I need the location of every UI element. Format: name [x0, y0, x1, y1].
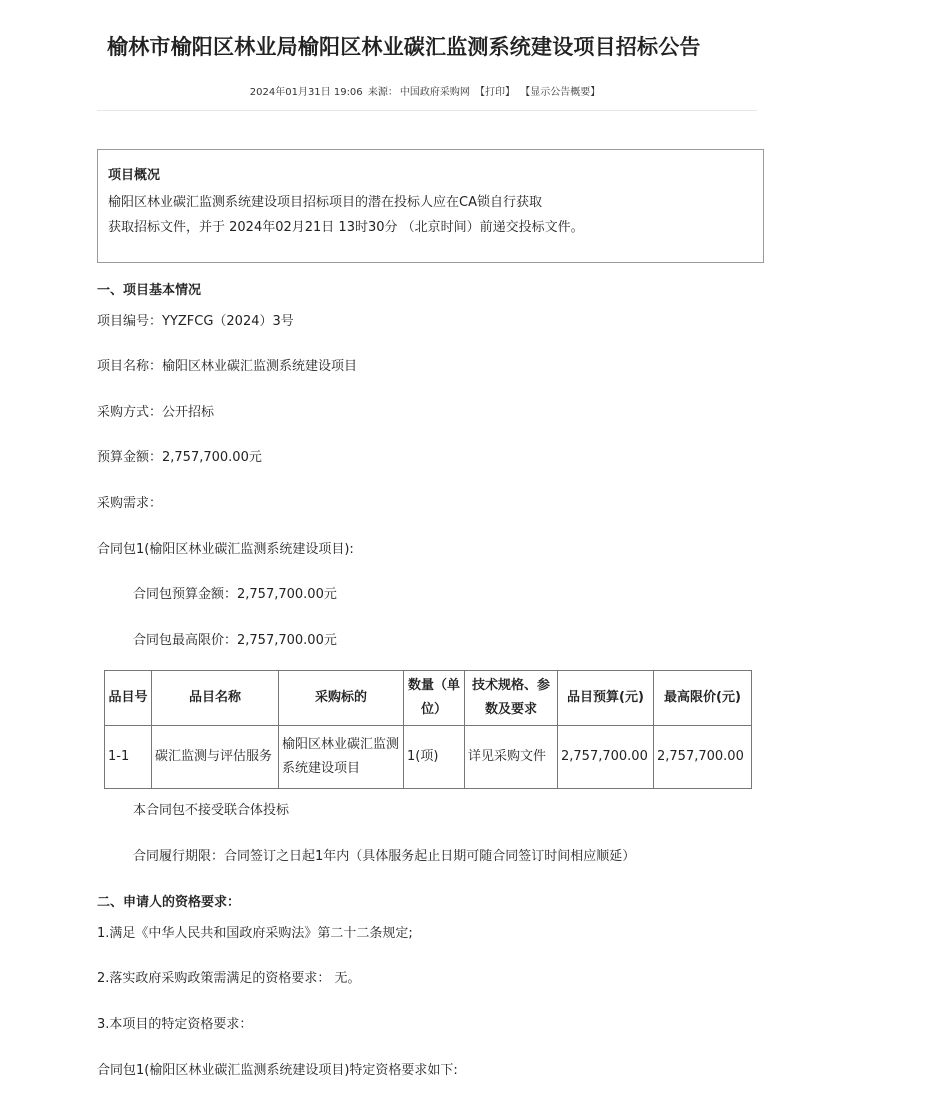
overview-title: 项目概况 [108, 168, 161, 183]
table-cell: 1(项) [404, 726, 465, 789]
page-title: 榆林市榆阳区林业局榆阳区林业碳汇监测系统建设项目招标公告 [107, 35, 701, 59]
table-cell: 碳汇监测与评估服务 [152, 726, 279, 789]
procurement-demand: 采购需求： [97, 496, 163, 511]
contract-package-title: 合同包1(榆阳区林业碳汇监测系统建设项目): [97, 542, 354, 557]
table-header-cell: 品目名称 [152, 671, 279, 726]
table-cell: 1-1 [105, 726, 152, 789]
table-cell: 榆阳区林业碳汇监测系统建设项目 [279, 726, 404, 789]
table-header-cell: 数量（单位） [404, 671, 465, 726]
budget-amount: 预算金额：2,757,700.00元 [97, 450, 262, 465]
contract-term: 合同履行期限：合同签订之日起1年内（具体服务起止日期可随合同签订时间相应顺延） [133, 849, 636, 864]
overview-line-2: 获取招标文件，并于 2024年02月21日 13时30分 （北京时间）前递交投标文件。 [108, 220, 584, 235]
table-cell: 2,757,700.00 [558, 726, 654, 789]
source-label: 来源： [367, 87, 398, 98]
table-header-cell: 品目号 [105, 671, 152, 726]
source-name: 中国政府采购网 [399, 87, 470, 98]
overview-line-1: 榆阳区林业碳汇监测系统建设项目招标项目的潜在投标人应在CA锁自行获取 [108, 195, 542, 210]
table-cell: 详见采购文件 [465, 726, 558, 789]
table-row [105, 726, 752, 789]
section-1-heading: 一、项目基本情况 [97, 283, 202, 298]
table-cell: 2,757,700.00 [654, 726, 752, 789]
requirement-3: 3.本项目的特定资格要求： [97, 1017, 253, 1032]
section-2-heading: 二、申请人的资格要求： [97, 895, 241, 910]
items-table [104, 670, 752, 789]
project-name: 项目名称：榆阳区林业碳汇监测系统建设项目 [97, 359, 358, 374]
requirement-2: 2.落实政府采购政策需满足的资格要求： 无。 [97, 971, 361, 986]
no-consortium-note: 本合同包不接受联合体投标 [133, 803, 290, 818]
table-header-cell: 品目预算(元) [558, 671, 654, 726]
package-max-price: 合同包最高限价：2,757,700.00元 [133, 633, 337, 648]
table-header-cell: 技术规格、参数及要求 [465, 671, 558, 726]
header-divider [97, 110, 757, 111]
table-header-row [105, 671, 752, 726]
project-number: 项目编号：YYZFCG（2024）3号 [97, 314, 294, 329]
publish-date: 2024年01月31日 19:06 [249, 87, 363, 98]
package-budget: 合同包预算金额：2,757,700.00元 [133, 587, 337, 602]
print-link[interactable]: 【打印】 [475, 87, 516, 98]
show-summary-link[interactable]: 【显示公告概要】 [520, 87, 601, 98]
requirement-1: 1.满足《中华人民共和国政府采购法》第二十二条规定; [97, 926, 413, 941]
table-header-cell: 最高限价(元) [654, 671, 752, 726]
table-header-cell: 采购标的 [279, 671, 404, 726]
package-specific-requirements: 合同包1(榆阳区林业碳汇监测系统建设项目)特定资格要求如下: [97, 1063, 458, 1078]
project-overview-box [97, 149, 764, 263]
notice-meta [0, 83, 850, 98]
procurement-method: 采购方式：公开招标 [97, 405, 215, 420]
